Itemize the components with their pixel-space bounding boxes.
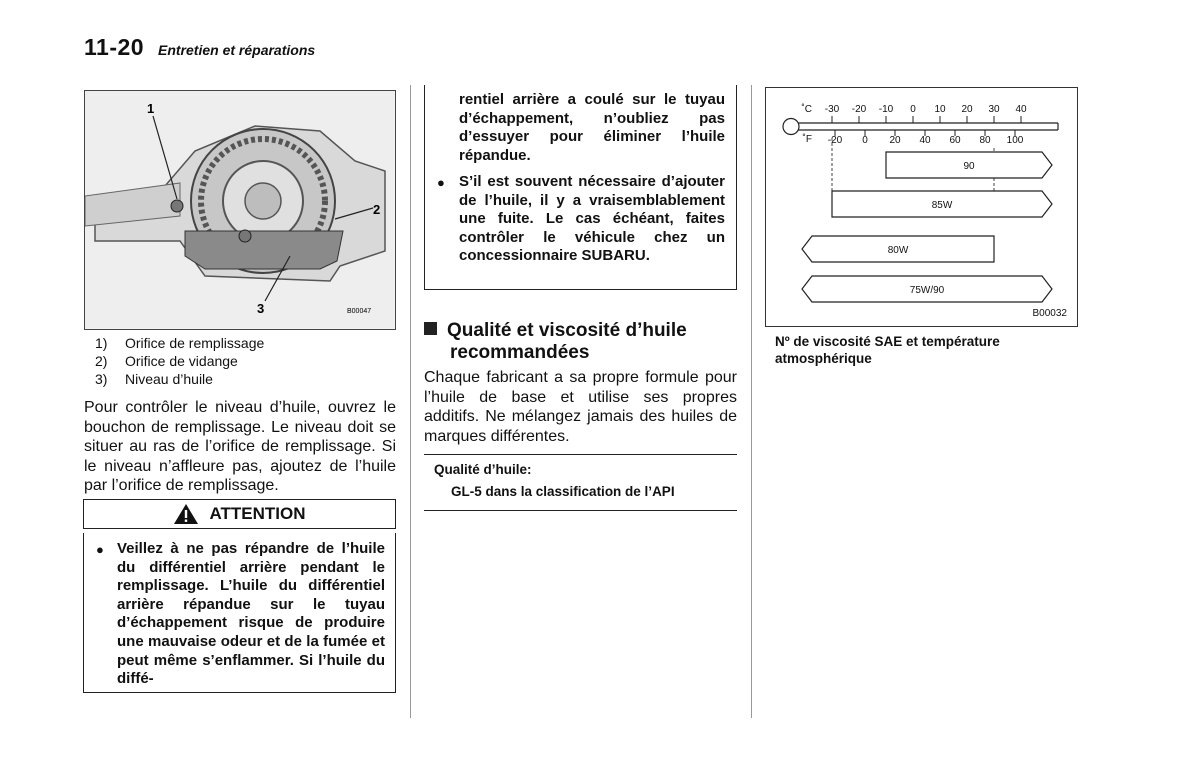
- caption-item: 2) Orifice de vidange: [95, 353, 238, 369]
- fahrenheit-tick-label: 60: [949, 135, 961, 146]
- page-number: 11-20: [84, 34, 145, 60]
- bullet-icon: ●: [96, 542, 104, 557]
- viscosity-bar-label: 85W: [931, 200, 953, 211]
- celsius-tick-label: -20: [851, 104, 867, 115]
- viscosity-bar-label: 75W/90: [909, 285, 945, 296]
- celsius-tick-label: 20: [961, 104, 973, 115]
- fahrenheit-tick-label: 20: [889, 135, 901, 146]
- oil-level-paragraph: Pour contrôler le niveau d’huile, ouvrez le bouchon de remplissage. Le niveau doit se situer au ras de l’orifice de remplissage. Si le niveau n’affleure pas, ajoutez de l’huile par l’orifice de remplissage.: [84, 399, 396, 494]
- oil-quality-value: GL-5 dans la classification de l’API: [451, 484, 675, 499]
- celsius-tick-label: 0: [910, 104, 916, 115]
- celsius-tick-label: 30: [988, 104, 1000, 115]
- attention-bullet-1-continued: rentiel arrière a coulé sur le tuyau d’échappement, n’oubliez pas d’essuyer pour éliminer l’huile répandue.: [459, 91, 725, 164]
- caption-item: 3) Niveau d’huile: [95, 371, 213, 387]
- viscosity-chart: [765, 87, 1078, 327]
- viscosity-chart-svg: [766, 88, 1076, 325]
- viscosity-bar-label: 90: [963, 161, 975, 172]
- table-rule-top: [424, 454, 737, 455]
- attention-header: [83, 499, 396, 529]
- celsius-tick-label: -30: [824, 104, 840, 115]
- celsius-tick-label: 10: [934, 104, 946, 115]
- callout-3: 3: [257, 301, 265, 316]
- bullet-icon: ●: [437, 175, 445, 190]
- warning-icon: [173, 503, 199, 525]
- square-bullet-icon: [424, 322, 437, 335]
- thermometer-bulb: [783, 119, 799, 135]
- chart-code: B00032: [1032, 308, 1067, 319]
- attention-box: [83, 533, 396, 693]
- fahrenheit-tick-label: 0: [862, 135, 868, 146]
- attention-bullet-2: S’il est souvent nécessaire d’ajouter de l’huile, il y a vraisemblablement une fuite. Le cas échéant, faites contrôler le véhicule chez un concessionnaire SUBARU.: [459, 173, 725, 265]
- section-paragraph: Chaque fabricant a sa propre formule pour l’huile de base et utilise ses propres additifs. Ne mélangez jamais des huiles de marques différentes.: [424, 369, 737, 445]
- attention-title: ATTENTION: [209, 504, 306, 523]
- fahrenheit-tick-label: 80: [979, 135, 991, 146]
- figure-code: B00047: [347, 308, 372, 315]
- differential-figure: [84, 90, 396, 330]
- oil-quality-label: Qualité d’huile:: [434, 462, 532, 477]
- fahrenheit-unit-label: ˚F: [802, 134, 812, 145]
- celsius-tick-label: 40: [1015, 104, 1027, 115]
- figure-captions: [95, 334, 264, 388]
- viscosity-bar-label: 80W: [887, 245, 909, 256]
- chart-caption: Nº de viscosité SAE et température atmosphérique: [775, 334, 1000, 366]
- column-divider: [410, 85, 411, 718]
- attention-box-continued: [424, 85, 737, 290]
- fahrenheit-tick-label: 40: [919, 135, 931, 146]
- celsius-tick-label: -10: [878, 104, 894, 115]
- attention-bullet-1: Veillez à ne pas répandre de l’huile du différentiel arrière pendant le remplissage. L’huile du différentiel arrière répandue sur le tuyau d’échappement risque de produire une mauvaise odeur et de la fumée et peut même s’enflammer. Si l’huile du diffé-: [117, 540, 385, 688]
- caption-item: 1) Orifice de remplissage: [95, 335, 265, 351]
- fahrenheit-tick-label: -20: [827, 135, 843, 146]
- differential-drawing: [85, 91, 394, 328]
- fahrenheit-tick-label: 100: [1006, 135, 1024, 146]
- callout-1: 1: [147, 101, 155, 116]
- celsius-unit-label: ˚C: [801, 104, 812, 115]
- column-divider: [751, 85, 752, 718]
- table-rule-bottom: [424, 510, 737, 511]
- callout-2: 2: [373, 202, 381, 217]
- section-heading: Qualité et viscosité d’huile recommandées: [424, 320, 687, 364]
- section-title: Entretien et réparations: [158, 42, 316, 58]
